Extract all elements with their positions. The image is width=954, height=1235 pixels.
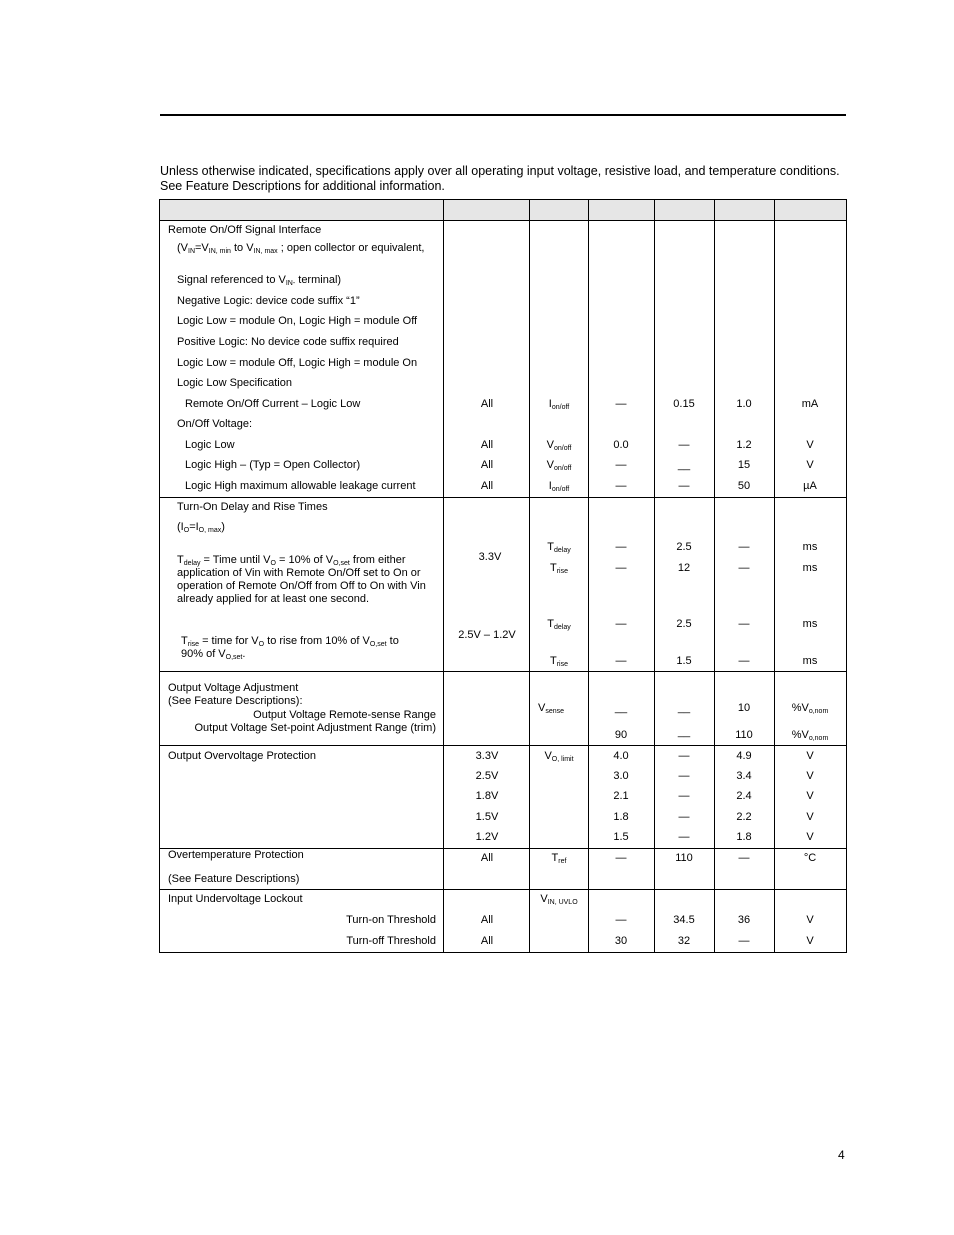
intro-text: Unless otherwise indicated, specifications apply over all operating input voltage, resistive load, and temperature conditions. See Feature Descriptions for additional information. <box>160 164 840 193</box>
logic-high-symbol: $V_{on/off}$ <box>546 459 572 472</box>
ovp-typ: — <box>678 831 690 843</box>
ovp-unit: V <box>806 770 814 782</box>
logic-low-min: 0.0 <box>613 439 629 451</box>
top-rule <box>160 114 846 116</box>
col-divider <box>588 200 589 952</box>
leakage-unit: µA <box>803 480 817 492</box>
turn-on-unit: V <box>806 914 814 926</box>
ovp-typ: — <box>678 750 690 762</box>
remote-condition: ($V_{IN}=V_{IN, min}$ to $V_{IN, max}$ ; open collector or equivalent, <box>177 242 425 255</box>
leakage-typ: — <box>678 480 690 492</box>
ovp-device: 1.2V <box>475 831 499 843</box>
otp-device: All <box>480 852 494 864</box>
table-header <box>160 200 846 221</box>
page-number: 4 <box>838 1148 845 1162</box>
tdelay-1-max: — <box>738 541 750 553</box>
ovp-min: 1.8 <box>613 811 629 823</box>
turn-off-label: Turn-off Threshold <box>346 935 436 947</box>
remote-sense-unit: $\%V_{o,nom}$ <box>791 702 829 715</box>
col-divider <box>529 200 530 952</box>
logic-high-min: — <box>615 459 627 471</box>
ovp-unit: V <box>806 790 814 802</box>
turn-on-label: Turn-on Threshold <box>346 914 436 926</box>
otp-min: — <box>615 852 627 864</box>
remote-current-min: — <box>615 398 627 410</box>
row-divider <box>160 745 846 746</box>
ovp-device: 1.5V <box>475 811 499 823</box>
trise-1-max: — <box>738 562 750 574</box>
leakage-symbol: $I_{on/off}$ <box>548 480 570 493</box>
trise-symbol-1: $T_{rise}$ <box>549 562 569 575</box>
ovp-max: 4.9 <box>736 750 752 762</box>
turnon-title: Turn-On Delay and Rise Times <box>177 501 328 513</box>
tdelay-2-typ: 2.5 <box>676 618 692 630</box>
row-divider <box>160 497 846 498</box>
ovp-min: 4.0 <box>613 750 629 762</box>
col-divider <box>774 200 775 952</box>
row-divider <box>160 889 846 890</box>
otp-symbol: $T_{ref}$ <box>551 852 567 865</box>
remote-reference: Signal referenced to $V_{IN-}$ terminal) <box>177 274 342 287</box>
ovp-device: 2.5V <box>475 770 499 782</box>
negative-logic: Negative Logic: device code suffix “1” <box>177 295 360 307</box>
ovp-min: 1.5 <box>613 831 629 843</box>
ovp-max: 3.4 <box>736 770 752 782</box>
logic-low-symbol: $V_{on/off}$ <box>546 439 572 452</box>
remote-sense-label: Output Voltage Remote-sense Range <box>253 709 436 721</box>
logic-high-device: All <box>480 459 494 471</box>
leakage-device: All <box>480 480 494 492</box>
ovp-unit: V <box>806 831 814 843</box>
ovp-device: 1.8V <box>475 790 499 802</box>
setpoint-unit: $\%V_{o,nom}$ <box>791 729 829 742</box>
setpoint-typ: __ <box>677 726 691 738</box>
negative-logic-desc: Logic Low = module On, Logic High = module Off <box>177 315 418 327</box>
ovp-title: Output Overvoltage Protection <box>168 750 316 762</box>
remote-sense-max: 10 <box>737 702 751 714</box>
turn-off-min: 30 <box>614 935 628 947</box>
turn-off-device: All <box>480 935 494 947</box>
turn-on-max: 36 <box>737 914 751 926</box>
setpoint-max: 110 <box>735 729 753 741</box>
positive-logic: Positive Logic: No device code suffix required <box>177 336 399 348</box>
adjust-title: Output Voltage Adjustment <box>168 682 299 694</box>
logic-high-typ: __ <box>677 459 691 471</box>
ovp-typ: — <box>678 770 690 782</box>
leakage-max: 50 <box>737 480 751 492</box>
row-divider <box>160 671 846 672</box>
remote-current-label: Remote On/Off Current – Logic Low <box>185 398 361 410</box>
otp-max: — <box>738 852 750 864</box>
trise-2-unit: ms <box>802 655 818 667</box>
trise-1-typ: 12 <box>677 562 691 574</box>
ovp-typ: — <box>678 790 690 802</box>
tdelay-1-min: — <box>615 541 627 553</box>
logic-low-typ: — <box>678 439 690 451</box>
tdelay-2-min: — <box>615 618 627 630</box>
turn-on-min: — <box>615 914 627 926</box>
trise-definition: $T_{rise}$ = time for $V_O$ to rise from 10% of $V_{O,set}$ to 90% of $V_{O,set}$. <box>181 635 399 661</box>
tdelay-2-max: — <box>738 618 750 630</box>
ovp-typ: — <box>678 811 690 823</box>
col-divider <box>443 200 444 952</box>
tdelay-1-unit: ms <box>802 541 818 553</box>
turn-off-max: — <box>738 935 750 947</box>
setpoint-min: 90 <box>614 729 628 741</box>
leakage-label: Logic High maximum allowable leakage current <box>185 480 416 492</box>
trise-2-min: — <box>615 655 627 667</box>
trise-2-max: — <box>738 655 750 667</box>
ovp-device: 3.3V <box>475 750 499 762</box>
turn-off-unit: V <box>806 935 814 947</box>
positive-logic-desc: Logic Low = module Off, Logic High = module On <box>177 357 418 369</box>
ovp-max: 2.2 <box>736 811 752 823</box>
otp-unit: °C <box>803 852 817 864</box>
adjust-see: (See Feature Descriptions): <box>168 695 303 707</box>
logic-high-label: Logic High – (Typ = Open Collector) <box>185 459 361 471</box>
uvlo-title: Input Undervoltage Lockout <box>168 893 303 905</box>
turnon-device-2: 2.5V – 1.2V <box>458 629 516 641</box>
leakage-min: — <box>615 480 627 492</box>
otp-typ: 110 <box>675 852 693 864</box>
remote-current-device: All <box>480 398 494 410</box>
ovp-min: 2.1 <box>613 790 629 802</box>
turn-on-typ: 34.5 <box>673 914 695 926</box>
logic-low-spec: Logic Low Specification <box>177 377 292 389</box>
vsense-symbol: $V_{sense}$ <box>537 702 565 715</box>
tdelay-2-unit: ms <box>802 618 818 630</box>
tdelay-1-typ: 2.5 <box>676 541 692 553</box>
tdelay-symbol-1: $T_{delay}$ <box>547 541 571 554</box>
onoff-voltage-label: On/Off Voltage: <box>177 418 253 430</box>
ovp-symbol: $V_{O, limit}$ <box>544 750 574 763</box>
logic-low-label: Logic Low <box>185 439 235 451</box>
remote-current-max: 1.0 <box>736 398 752 410</box>
col-divider <box>654 200 655 952</box>
spec-table <box>159 199 847 953</box>
remote-sense-typ: __ <box>677 702 691 714</box>
remote-current-unit: mA <box>801 398 819 410</box>
col-divider <box>714 200 715 952</box>
turnon-device-1: 3.3V <box>478 551 502 563</box>
ovp-unit: V <box>806 750 814 762</box>
trise-symbol-2: $T_{rise}$ <box>549 655 569 668</box>
tdelay-symbol-2: $T_{delay}$ <box>547 618 571 631</box>
tdelay-definition: $T_{delay}$ = Time until $V_O = 10\%$ of $V_{O,set}$ from either application of Vin with Remote On/Off set to On or operation of Remote On/Off from Off to On with Vin already applied for at least one second. <box>177 554 426 605</box>
ovp-min: 3.0 <box>613 770 629 782</box>
logic-high-unit: V <box>806 459 814 471</box>
ovp-max: 1.8 <box>736 831 752 843</box>
remote-sense-min: __ <box>614 702 628 714</box>
turn-on-device: All <box>480 914 494 926</box>
trise-1-min: — <box>615 562 627 574</box>
remote-title: Remote On/Off Signal Interface <box>168 224 322 236</box>
turnon-condition: $(I_O=I_{O, max})$ <box>177 521 225 534</box>
remote-current-typ: 0.15 <box>673 398 695 410</box>
otp-title: Overtemperature Protection <box>168 849 304 861</box>
logic-high-max: 15 <box>737 459 751 471</box>
ovp-max: 2.4 <box>736 790 752 802</box>
trise-1-unit: ms <box>802 562 818 574</box>
logic-low-unit: V <box>806 439 814 451</box>
ovp-unit: V <box>806 811 814 823</box>
logic-low-max: 1.2 <box>736 439 752 451</box>
uvlo-symbol: $V_{IN, UVLO}$ <box>540 893 578 906</box>
otp-see: (See Feature Descriptions) <box>168 873 300 885</box>
setpoint-label: Output Voltage Set-point Adjustment Range (trim) <box>194 722 436 734</box>
trise-2-typ: 1.5 <box>676 655 692 667</box>
turn-off-typ: 32 <box>677 935 691 947</box>
remote-current-symbol: $I_{on/off}$ <box>548 398 570 411</box>
logic-low-device: All <box>480 439 494 451</box>
